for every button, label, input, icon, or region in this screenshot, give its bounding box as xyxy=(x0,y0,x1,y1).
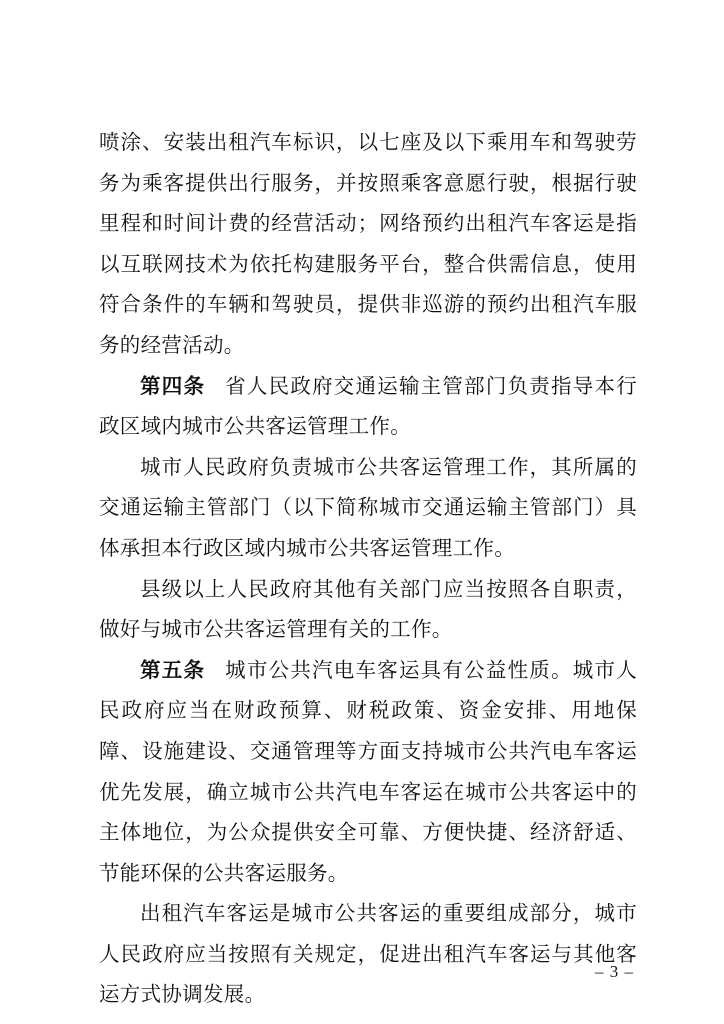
paragraph-article-4 xyxy=(99,366,637,447)
paragraph-text: 县级以上人民政府其他有关部门应当按照各自职责，做好与城市公共客运管理有关的工作。 xyxy=(99,576,637,642)
body-text xyxy=(99,122,637,1015)
paragraph xyxy=(99,447,637,569)
paragraph-text: 出租汽车客运是城市公共客运的重要组成部分，城市人民政府应当按照有关规定，促进出租汽车客运与其他客运方式协调发展。 xyxy=(99,901,637,1007)
paragraph xyxy=(99,893,637,1015)
paragraph xyxy=(99,569,637,650)
page-number: – 3 – xyxy=(595,962,634,981)
paragraph-text: 省人民政府交通运输主管部门负责指导本行政区域内城市公共客运管理工作。 xyxy=(99,373,637,439)
paragraph-continued xyxy=(99,122,637,366)
paragraph-text: 喷涂、安装出租汽车标识，以七座及以下乘用车和驾驶劳务为乘客提供出行服务，并按照乘客意愿行驶，根据行驶里程和时间计费的经营活动；网络预约出租汽车客运是指以互联网技术为依托构建服务平台，整合供需信息，使用符合条件的车辆和驾驶员，提供非巡游的预约出租汽车服务的经营活动。 xyxy=(99,130,637,357)
paragraph-text: 城市公共汽电车客运具有公益性质。城市人民政府应当在财政预算、财税政策、资金安排、用地保障、设施建设、交通管理等方面支持城市公共汽电车客运优先发展，确立城市公共汽电车客运在城市公共客运中的主体地位，为公众提供安全可靠、方便快捷、经济舒适、节能环保的公共客运服务。 xyxy=(99,657,637,885)
paragraph-article-5 xyxy=(99,650,637,894)
paragraph-text: 城市人民政府负责城市公共客运管理工作，其所属的交通运输主管部门（以下简称城市交通运输主管部门）具体承担本行政区域内城市公共客运管理工作。 xyxy=(99,454,637,560)
article-number: 第五条 xyxy=(140,657,206,682)
article-number: 第四条 xyxy=(140,373,206,398)
